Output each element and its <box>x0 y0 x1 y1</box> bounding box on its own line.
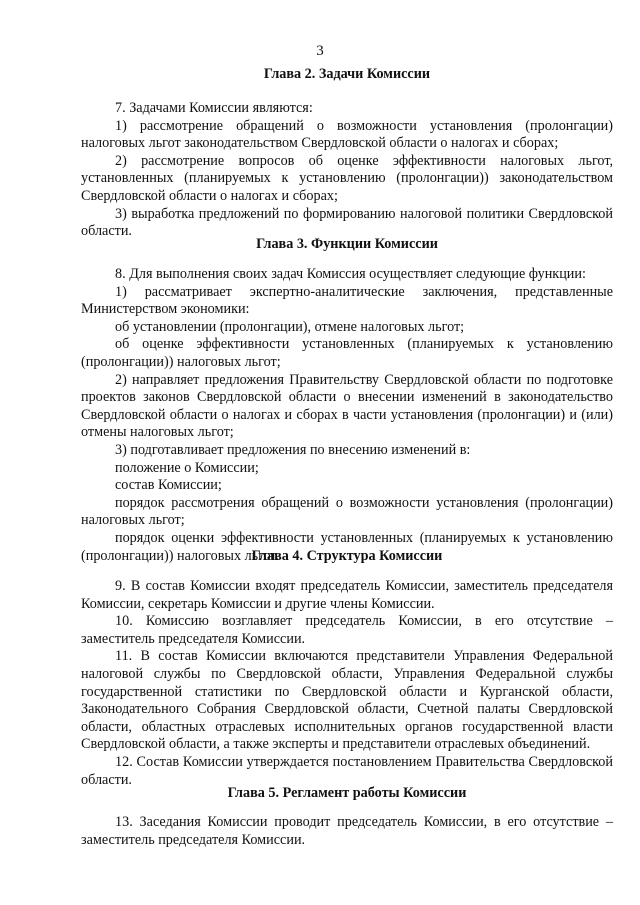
paragraph: 13. Заседания Комиссии проводит председатель Комиссии, в его отсутствие – заместитель председателя Комиссии. <box>81 814 613 848</box>
paragraph: 10. Комиссию возглавляет председатель Комиссии, в его отсутствие – заместитель председателя Комиссии. <box>81 613 613 647</box>
chapter-3 <box>81 236 613 254</box>
paragraph: 1) рассмотрение обращений о возможности установления (пролонгации) налоговых льгот законодательством Свердловской области о налогах и сборах; <box>81 117 613 152</box>
paragraph: 2) направляет предложения Правительству Свердловской области по подготовке проектов законов Свердловской области о внесении изменений в законодательство Свердловской области о налогах и сборах в части установления (пролонгации) и (или) отмены налоговых льгот; <box>81 371 613 441</box>
paragraph: 1) рассматривает экспертно-аналитические заключения, представленные Министерством экономики: <box>81 283 613 318</box>
chapter-title: Глава 3. Функции Комиссии <box>256 236 438 252</box>
paragraph: 7. Задачами Комиссии являются: <box>115 100 313 116</box>
chapter-title: Глава 2. Задачи Комиссии <box>263 66 431 82</box>
paragraph: 2) рассмотрение вопросов об оценке эффективности налоговых льгот, установленных (планируемых к установлению (пролонгации)) законодательством Свердловской области о налогах и сборах; <box>81 152 613 204</box>
paragraph: об установлении (пролонгации), отмене налоговых льгот; <box>115 318 465 335</box>
chapter-2-body <box>81 100 613 241</box>
paragraph: порядок оценки эффективности установленных (планируемых к установлению (пролонгации)) налоговых льгот. <box>81 529 613 564</box>
paragraph: состав Комиссии; <box>115 477 222 494</box>
chapter-2 <box>81 66 613 84</box>
chapter-5 <box>81 785 613 803</box>
paragraph: положение о Комиссии; <box>115 459 259 476</box>
chapter-title: Глава 5. Регламент работы Комиссии <box>227 785 467 801</box>
chapter-3-body <box>81 266 613 565</box>
paragraph: 3) выработка предложений по формированию налоговой политики Свердловской области. <box>81 205 613 240</box>
chapter-title: Глава 4. Структура Комиссии <box>251 548 443 564</box>
chapter-5-body <box>81 814 613 849</box>
paragraph: 8. Для выполнения своих задач Комиссия осуществляет следующие функции: <box>115 266 586 282</box>
chapter-4 <box>81 548 613 566</box>
paragraph: 3) подготавливает предложения по внесению изменений в: <box>115 441 471 458</box>
paragraph: порядок рассмотрения обращений о возможности установления (пролонгации) налоговых льгот; <box>81 494 613 529</box>
chapter-4-body <box>81 578 613 789</box>
paragraph: 9. В состав Комиссии входят председатель Комиссии, заместитель председателя Комиссии, секретарь Комиссии и другие члены Комиссии. <box>81 578 613 612</box>
paragraph: об оценке эффективности установленных (планируемых к установлению (пролонгации)) налоговых льгот; <box>81 336 613 370</box>
paragraph: 11. В состав Комиссии включаются представители Управления Федеральной налоговой службы по Свердловской области, Управления Федеральной службы государственной статистики по Свердловской области и Курганской области, Законодательного Собрания Свердловской области, Счетной палаты Свердловской области, областных отраслевых исполнительных органов государственной власти Свердловской области, а также эксперты и представители отраслевых объединений. <box>81 648 613 753</box>
paragraph: 12. Состав Комиссии утверждается постановлением Правительства Свердловской области. <box>81 753 613 788</box>
page-number: 3 <box>316 43 324 59</box>
